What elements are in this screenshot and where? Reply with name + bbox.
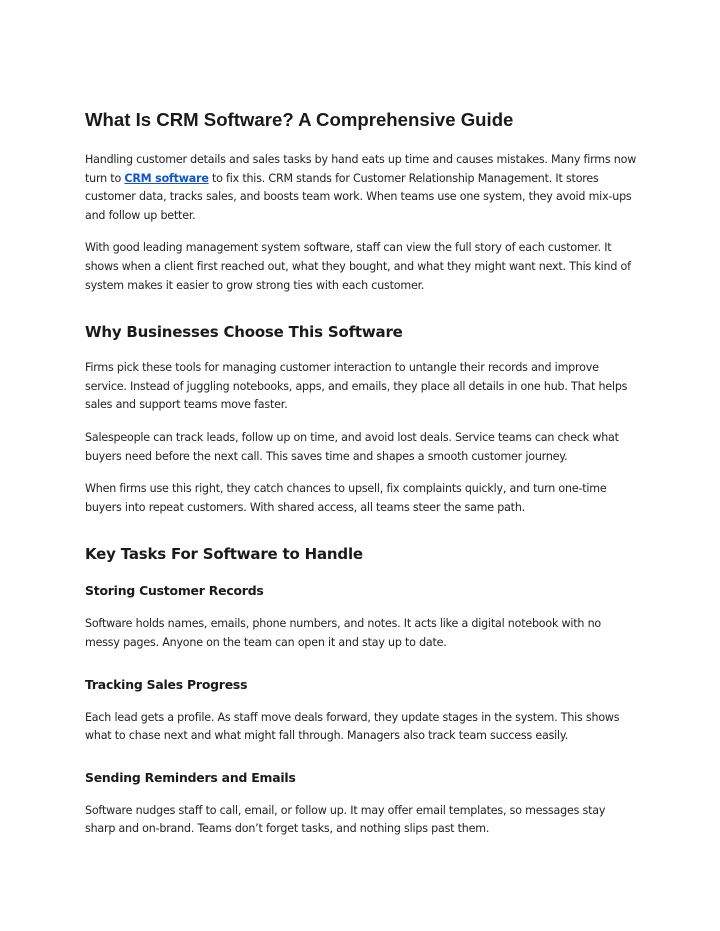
intro-paragraph-2: With good leading management system software, staff can view the full story of each customer. It shows when a client first reached out, what they bought, and what they might want next. This kind of system makes it easier to grow strong ties with each customer. bbox=[85, 241, 631, 292]
subheading-tracking-sales: Tracking Sales Progress bbox=[85, 676, 248, 692]
intro-text-before-link: Handling customer details and sales tasks by hand eats up time and causes mistakes. Many firms now turn to bbox=[85, 153, 637, 185]
section-heading-why: Why Businesses Choose This Software bbox=[85, 323, 403, 342]
subheading-sending-reminders: Sending Reminders and Emails bbox=[85, 769, 296, 785]
sending-reminders-paragraph: Software nudges staff to call, email, or follow up. It may offer email templates, so messages stay sharp and on-brand. Teams don’t forget tasks, and nothing slips past them. bbox=[85, 803, 606, 836]
storing-records-paragraph: Software holds names, emails, phone numbers, and notes. It acts like a digital notebook with no messy pages. Anyone on the team can open it and stay up to date. bbox=[85, 617, 602, 649]
intro-paragraph-1 bbox=[85, 151, 637, 225]
section-heading-tasks: Key Tasks For Software to Handle bbox=[85, 545, 363, 564]
crm-software-link[interactable]: CRM software bbox=[124, 171, 209, 185]
document-page bbox=[85, 108, 637, 853]
why-paragraph-3: When firms use this right, they catch chances to upsell, fix complaints quickly, and turn one-time buyers into repeat customers. With shared access, all teams steer the same path. bbox=[85, 482, 607, 514]
tracking-sales-paragraph: Each lead gets a profile. As staff move deals forward, they update stages in the system. This shows what to chase next and what might fall through. Managers also track team success easily. bbox=[85, 710, 620, 743]
intro-text-after-link: to fix this. CRM stands for Customer Relationship Management. It stores customer data, tracks sales, and boosts team work. When teams use one system, they avoid mix-ups and follow up better. bbox=[85, 171, 632, 222]
subheading-storing-records: Storing Customer Records bbox=[85, 583, 264, 599]
page-title: What Is CRM Software? A Comprehensive Guide bbox=[85, 109, 514, 130]
why-paragraph-1: Firms pick these tools for managing customer interaction to untangle their records and improve service. Instead of juggling notebooks, apps, and emails, they place all details in one hub. That helps sales and support teams move faster. bbox=[85, 361, 628, 412]
why-paragraph-2: Salespeople can track leads, follow up on time, and avoid lost deals. Service teams can check what buyers need before the next call. This saves time and shapes a smooth customer journey. bbox=[85, 430, 619, 463]
